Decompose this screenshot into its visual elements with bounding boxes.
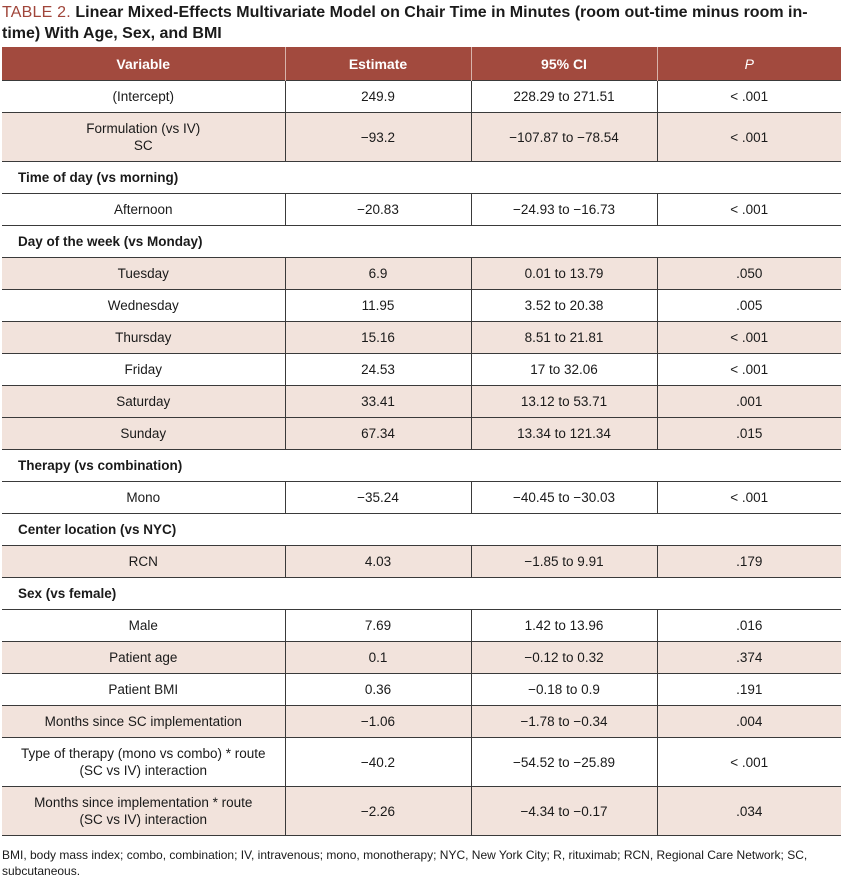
cell-ci: −40.45 to −30.03 (471, 482, 657, 514)
cell-estimate: −40.2 (285, 738, 471, 787)
cell-variable: Male (2, 610, 285, 642)
cell-ci: −0.12 to 0.32 (471, 642, 657, 674)
cell-ci: −54.52 to −25.89 (471, 738, 657, 787)
section-title: Time of day (vs morning) (2, 162, 841, 194)
table-row (2, 642, 841, 674)
cell-ci: −4.34 to −0.17 (471, 787, 657, 836)
cell-estimate: 11.95 (285, 290, 471, 322)
cell-p: < .001 (657, 81, 841, 113)
cell-estimate: 249.9 (285, 81, 471, 113)
cell-p: .034 (657, 787, 841, 836)
table-row (2, 738, 841, 787)
cell-variable: Friday (2, 354, 285, 386)
table-footnote: BMI, body mass index; combo, combination; IV, intravenous; mono, monotherapy; NYC, New York City; R, rituximab; RCN, Regional Care Network; SC, subcutaneous. (2, 848, 808, 878)
cell-p: < .001 (657, 738, 841, 787)
header-estimate: Estimate (285, 47, 471, 81)
cell-p: < .001 (657, 194, 841, 226)
cell-ci: 0.01 to 13.79 (471, 258, 657, 290)
cell-ci: −24.93 to −16.73 (471, 194, 657, 226)
cell-variable: Formulation (vs IV) SC (2, 113, 285, 162)
cell-ci: −0.18 to 0.9 (471, 674, 657, 706)
header-variable: Variable (2, 47, 285, 81)
section-title: Center location (vs NYC) (2, 514, 841, 546)
cell-p: .179 (657, 546, 841, 578)
cell-variable: Months since implementation * route (SC vs IV) interaction (2, 787, 285, 836)
cell-estimate: 67.34 (285, 418, 471, 450)
cell-estimate: 7.69 (285, 610, 471, 642)
table-row (2, 418, 841, 450)
cell-variable: Sunday (2, 418, 285, 450)
cell-p: .004 (657, 706, 841, 738)
cell-estimate: −93.2 (285, 113, 471, 162)
cell-p: .016 (657, 610, 841, 642)
cell-ci: 1.42 to 13.96 (471, 610, 657, 642)
table-row (2, 258, 841, 290)
cell-p: .050 (657, 258, 841, 290)
section-row-day-of-week (2, 226, 841, 258)
table-row (2, 354, 841, 386)
table-row (2, 194, 841, 226)
section-row-center-location (2, 514, 841, 546)
table-row (2, 322, 841, 354)
cell-estimate: 0.36 (285, 674, 471, 706)
section-row-sex (2, 578, 841, 610)
section-title: Therapy (vs combination) (2, 450, 841, 482)
header-p: P (657, 47, 841, 81)
cell-variable: Type of therapy (mono vs combo) * route (SC vs IV) interaction (2, 738, 285, 787)
header-row (2, 47, 841, 81)
cell-p: < .001 (657, 113, 841, 162)
cell-p: .374 (657, 642, 841, 674)
table-row (2, 706, 841, 738)
cell-variable: Months since SC implementation (2, 706, 285, 738)
cell-ci: −1.78 to −0.34 (471, 706, 657, 738)
section-title: Day of the week (vs Monday) (2, 226, 841, 258)
cell-p: < .001 (657, 482, 841, 514)
cell-ci: 8.51 to 21.81 (471, 322, 657, 354)
cell-variable: Thursday (2, 322, 285, 354)
cell-estimate: −35.24 (285, 482, 471, 514)
cell-ci: 13.12 to 53.71 (471, 386, 657, 418)
cell-estimate: 0.1 (285, 642, 471, 674)
cell-estimate: −2.26 (285, 787, 471, 836)
table-row (2, 290, 841, 322)
table-caption: Linear Mixed-Effects Multivariate Model on Chair Time in Minutes (room out-time minus room in-time) With Age, Sex, and BMI (2, 4, 808, 42)
cell-ci: 3.52 to 20.38 (471, 290, 657, 322)
cell-estimate: 6.9 (285, 258, 471, 290)
cell-ci: 228.29 to 271.51 (471, 81, 657, 113)
cell-variable: Patient age (2, 642, 285, 674)
table-row (2, 674, 841, 706)
cell-estimate: −20.83 (285, 194, 471, 226)
cell-estimate: 33.41 (285, 386, 471, 418)
cell-variable: Patient BMI (2, 674, 285, 706)
cell-ci: 13.34 to 121.34 (471, 418, 657, 450)
results-table (2, 47, 841, 836)
cell-estimate: −1.06 (285, 706, 471, 738)
header-ci: 95% CI (471, 47, 657, 81)
table-row (2, 386, 841, 418)
cell-p: .005 (657, 290, 841, 322)
section-row-time-of-day (2, 162, 841, 194)
table-row (2, 113, 841, 162)
cell-p: .015 (657, 418, 841, 450)
cell-p: .191 (657, 674, 841, 706)
cell-variable: Afternoon (2, 194, 285, 226)
table-row (2, 546, 841, 578)
cell-variable: Tuesday (2, 258, 285, 290)
cell-variable: RCN (2, 546, 285, 578)
cell-ci: −107.87 to −78.54 (471, 113, 657, 162)
section-row-therapy (2, 450, 841, 482)
cell-variable: Mono (2, 482, 285, 514)
cell-estimate: 24.53 (285, 354, 471, 386)
table-title (2, 2, 842, 44)
cell-ci: −1.85 to 9.91 (471, 546, 657, 578)
cell-variable: Saturday (2, 386, 285, 418)
cell-variable: Wednesday (2, 290, 285, 322)
cell-p: < .001 (657, 322, 841, 354)
cell-estimate: 15.16 (285, 322, 471, 354)
table-row (2, 81, 841, 113)
table-number: TABLE 2. (2, 4, 71, 21)
cell-variable: (Intercept) (2, 81, 285, 113)
cell-p: .001 (657, 386, 841, 418)
cell-p: < .001 (657, 354, 841, 386)
table-row (2, 610, 841, 642)
cell-estimate: 4.03 (285, 546, 471, 578)
table-row (2, 482, 841, 514)
cell-ci: 17 to 32.06 (471, 354, 657, 386)
section-title: Sex (vs female) (2, 578, 841, 610)
table-row (2, 787, 841, 836)
